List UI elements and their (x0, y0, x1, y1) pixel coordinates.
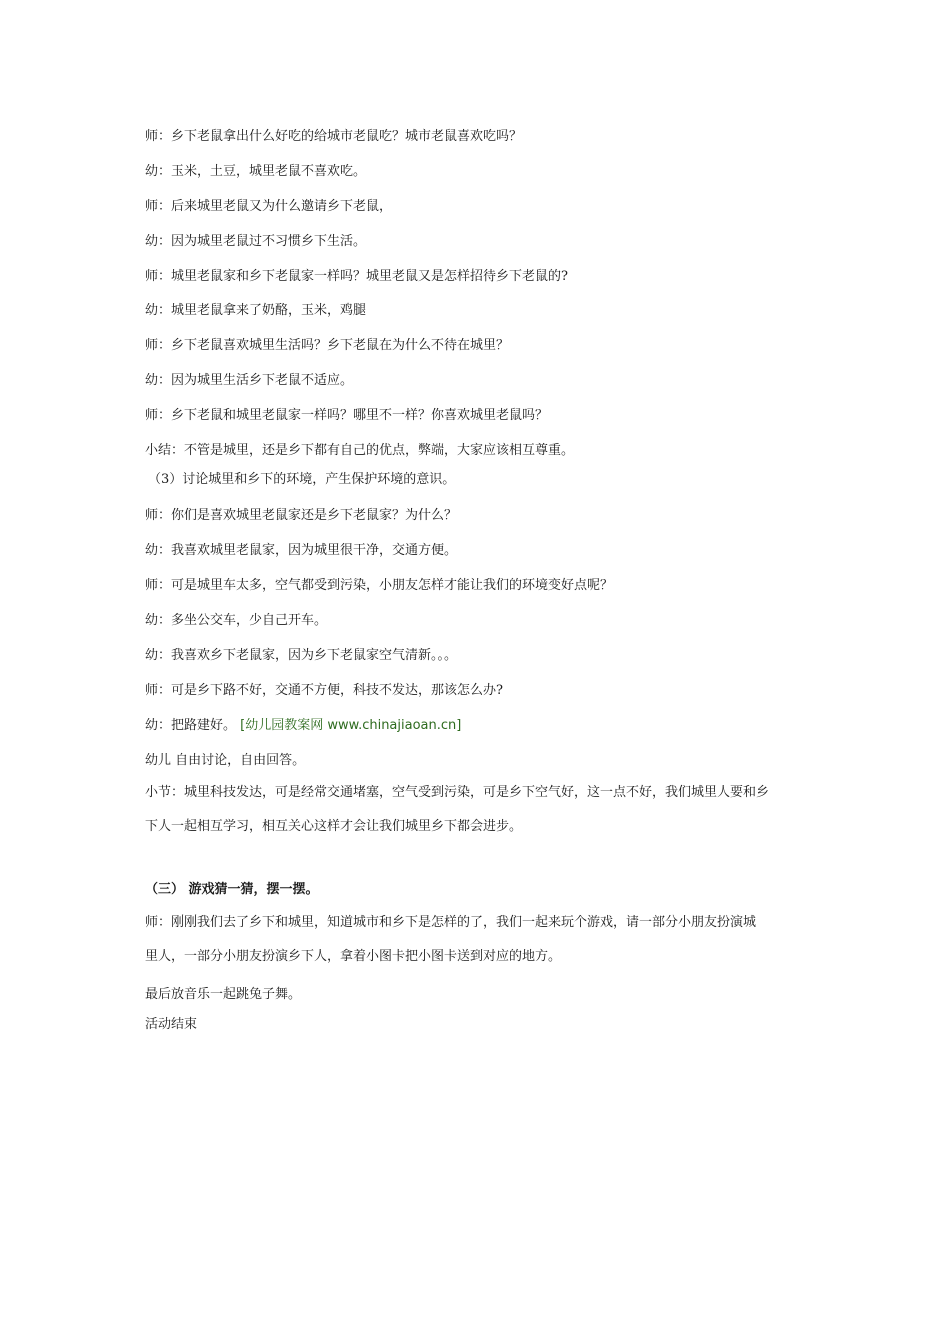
summary-line: 下人一起相互学习，相互关心这样才会让我们城里乡下都会进步。 (145, 819, 523, 834)
dialogue-line: 师：乡下老鼠拿出什么好吃的给城市老鼠吃？城市老鼠喜欢吃吗？ (145, 129, 523, 144)
activity-line: 最后放音乐一起跳兔子舞。 (145, 987, 302, 1002)
dialogue-line: 师：你们是喜欢城里老鼠家还是乡下老鼠家？为什么？ (145, 508, 458, 523)
dialogue-line: 幼：因为城里生活乡下老鼠不适应。 (145, 373, 354, 388)
activity-end: 活动结束 (145, 1017, 198, 1032)
dialogue-line: 师：乡下老鼠喜欢城里生活吗？乡下老鼠在为什么不待在城里？ (145, 338, 510, 353)
dialogue-line: 师：可是城里车太多，空气都受到污染，小朋友怎样才能让我们的环境变好点呢？ (145, 578, 614, 593)
dialogue-line: 师：后来城里老鼠又为什么邀请乡下老鼠， (145, 199, 393, 214)
dialogue-line: 师：刚刚我们去了乡下和城里，知道城市和乡下是怎样的了，我们一起来玩个游戏，请一部分小朋友扮演城 (145, 915, 757, 930)
summary-line: 小结：不管是城里，还是乡下都有自己的优点，弊端，大家应该相互尊重。 (145, 443, 575, 458)
dialogue-text: 幼：把路建好。 (145, 718, 237, 733)
dialogue-line (145, 717, 461, 735)
dialogue-line: 师：乡下老鼠和城里老鼠家一样吗？哪里不一样？你喜欢城里老鼠吗？ (145, 408, 549, 423)
dialogue-line: 师：可是乡下路不好，交通不方便，科技不发达，那该怎么办? (145, 683, 503, 698)
dialogue-line: 幼：我喜欢城里老鼠家，因为城里很干净，交通方便。 (145, 543, 458, 558)
section-heading: （三） 游戏猜一猜，摆一摆。 (145, 882, 319, 897)
dialogue-line: 幼：玉米，土豆，城里老鼠不喜欢吃。 (145, 164, 367, 179)
summary-line: 小节：城里科技发达，可是经常交通堵塞，空气受到污染，可是乡下空气好，这一点不好，我们城里人要和乡 (145, 785, 770, 800)
website-link[interactable]: [幼儿园教案网 www.chinajiaoan.cn] (240, 718, 462, 733)
dialogue-line: 幼：因为城里老鼠过不习惯乡下生活。 (145, 234, 367, 249)
dialogue-line: 师：城里老鼠家和乡下老鼠家一样吗？城里老鼠又是怎样招待乡下老鼠的? (145, 269, 568, 284)
dialogue-line: 幼：城里老鼠拿来了奶酪，玉米，鸡腿 (145, 303, 367, 318)
dialogue-line: 里人，一部分小朋友扮演乡下人，拿着小图卡把小图卡送到对应的地方。 (145, 949, 562, 964)
dialogue-line: 幼：我喜欢乡下老鼠家，因为乡下老鼠家空气清新。。。 (145, 648, 458, 663)
dialogue-line: 幼：多坐公交车，少自己开车。 (145, 613, 328, 628)
section-heading: （3）讨论城里和乡下的环境，产生保护环境的意识。 (148, 472, 456, 487)
dialogue-line: 幼儿 自由讨论，自由回答。 (145, 753, 306, 768)
